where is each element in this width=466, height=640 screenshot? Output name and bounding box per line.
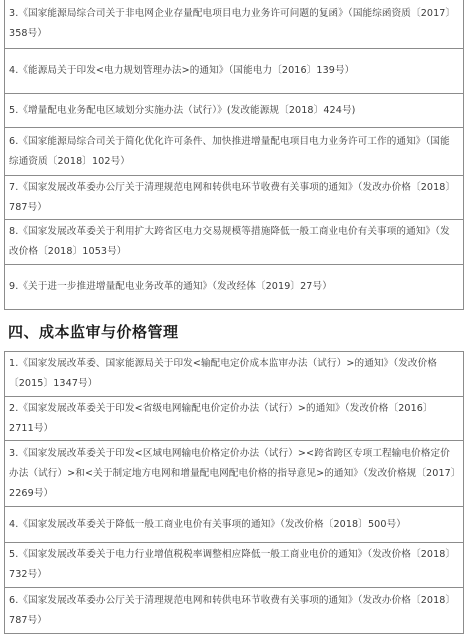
item-text: 3.《国家发展改革委关于印发<区域电网输电价格定价办法（试行）><跨省跨区专项工程输电价格定价办法（试行）>和<关于制定地方电网和增量配电网配电价格的指导意见>的通知》（发改价格规〔2017〕2269号） (9, 447, 456, 499)
table-row (5, 49, 463, 94)
item-text: 5.《增量配电业务配电区域划分实施办法（试行）》(发改能源规〔2018〕424号) (9, 104, 356, 116)
item-text: 4.《能源局关于印发<电力规划管理办法>的通知》（国能电力〔2016〕139号） (9, 65, 355, 76)
item-text: 7.《国家发展改革委办公厅关于清理规范电网和转供电环节收费有关事项的通知》（发改办价格〔2018〕787号） (9, 181, 456, 213)
section-heading: 四、成本监审与价格管理 (8, 323, 179, 341)
table-row (5, 176, 463, 220)
policy-table-top (4, 0, 464, 310)
item-text: 2.《国家发展改革委关于印发<省级电网输配电价定价办法（试行）>的通知》（发改价格〔2016〕2711号） (9, 402, 433, 434)
table-row (5, 441, 463, 507)
item-text: 6.《国家能源局综合司关于简化优化许可条件、加快推进增量配电项目电力业务许可工作的通知》（国能综通资质〔2018〕102号） (9, 135, 450, 167)
table-row (5, 397, 463, 441)
table-row (5, 543, 463, 588)
table-row (5, 588, 463, 634)
table-row (5, 128, 463, 176)
item-text: 6.《国家发展改革委办公厅关于清理规范电网和转供电环节收费有关事项的通知》（发改办价格〔2018〕787号） (9, 594, 456, 626)
table-row (5, 94, 463, 128)
item-text: 5.《国家发展改革委关于电力行业增值税税率调整相应降低一般工商业电价的通知》（发改价格〔2018〕732号） (9, 549, 456, 580)
table-row (5, 507, 463, 543)
item-text: 8.《国家发展改革委关于利用扩大跨省区电力交易规模等措施降低一般工商业电价有关事项的通知》（发改价格〔2018〕1053号） (9, 226, 450, 257)
item-text: 9.《关于进一步推进增量配电业务改革的通知》（发改经体〔2019〕27号） (9, 281, 332, 292)
table-row (5, 265, 463, 310)
item-text: 4.《国家发展改革委关于降低一般工商业电价有关事项的通知》（发改价格〔2018〕500号） (9, 518, 406, 530)
item-text: 3.《国家能源局综合司关于非电网企业存量配电项目电力业务许可问题的复函》（国能综函资质〔2017〕358号） (9, 7, 456, 39)
table-row (5, 0, 463, 49)
policy-table-bottom (4, 351, 464, 634)
table-row (5, 220, 463, 265)
table-row (5, 352, 463, 397)
item-text: 1.《国家发展改革委、国家能源局关于印发<输配电定价成本监审办法（试行）>的通知》（发改价格〔2015〕1347号） (9, 358, 437, 389)
